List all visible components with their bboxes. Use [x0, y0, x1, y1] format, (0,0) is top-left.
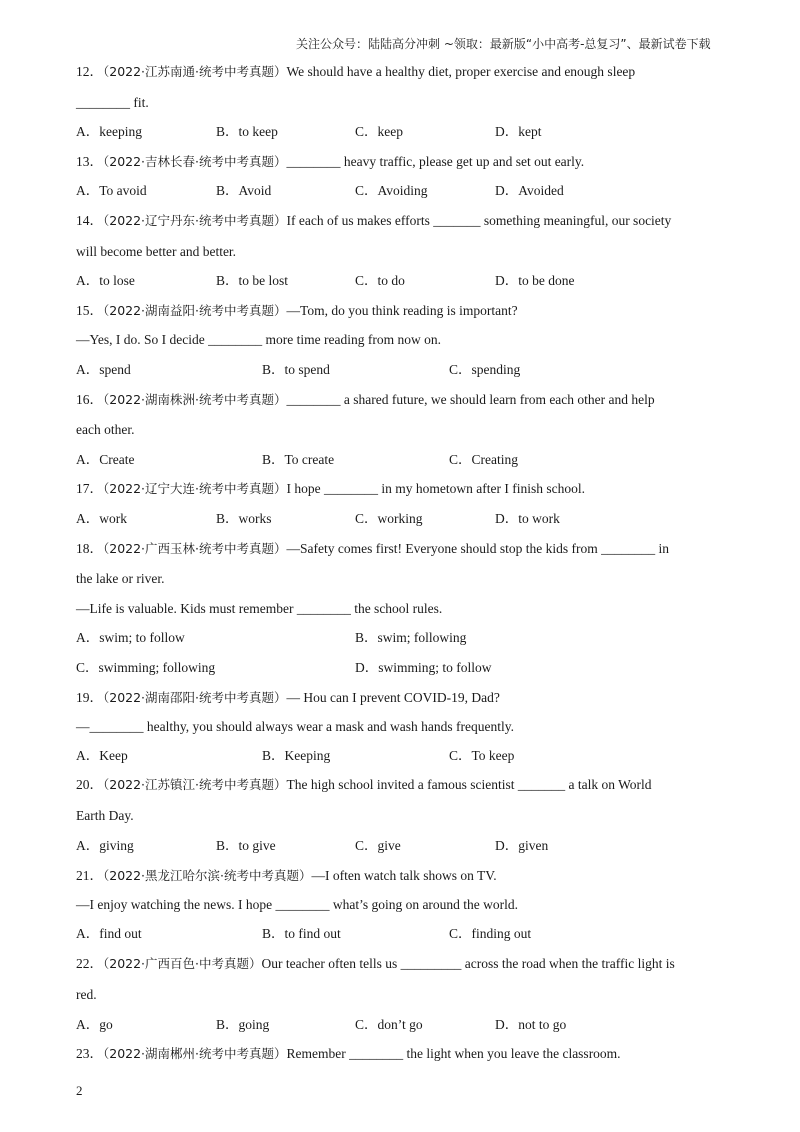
option-c[interactable]: C．swimming; following [76, 660, 216, 675]
option-b[interactable]: B．to spend [262, 362, 330, 377]
question-21-text: —I often watch talk shows on TV. [311, 868, 497, 883]
option-b[interactable]: B．going [216, 1017, 270, 1032]
option-a[interactable]: A．keeping [76, 124, 142, 139]
option-d[interactable]: D．to be done [495, 273, 575, 288]
option-d[interactable]: D．given [495, 838, 549, 853]
option-c[interactable]: C．Creating [449, 452, 518, 467]
question-16-number: 16． [76, 392, 103, 407]
question-19-stem [76, 688, 760, 708]
option-b[interactable]: B．swim; following [355, 630, 467, 645]
question-19-stem-cont: —________ healthy, you should always wear a mask and wash hands frequently. [76, 719, 515, 734]
question-19-source: （2022·湖南邵阳·统考中考真题） [103, 690, 287, 705]
question-18-reply: —Life is valuable. Kids must remember ________ the school rules. [76, 601, 443, 616]
question-21-source: （2022·黑龙江哈尔滨·统考中考真题） [103, 868, 312, 883]
question-17-text: I hope ________ in my hometown after I finish school. [286, 481, 585, 496]
question-21-number: 21． [76, 868, 103, 883]
question-18-source: （2022·广西玉林·统考中考真题） [103, 541, 287, 556]
option-c[interactable]: C．Avoiding [355, 183, 428, 198]
question-19-number: 19． [76, 690, 103, 705]
question-22-stem-cont: red. [76, 987, 97, 1002]
question-15-stem-cont: —Yes, I do. So I decide ________ more time reading from now on. [76, 332, 441, 347]
question-16-stem-cont: each other. [76, 422, 135, 437]
option-b[interactable]: B．to keep [216, 124, 278, 139]
question-17-number: 17． [76, 481, 103, 496]
question-13-source: （2022·吉林长春·统考中考真题） [103, 154, 287, 169]
option-c[interactable]: C．working [355, 511, 423, 526]
option-b[interactable]: B．to give [216, 838, 276, 853]
question-20-source: （2022·江苏镇江·统考中考真题） [103, 777, 287, 792]
option-d[interactable]: D．Avoided [495, 183, 564, 198]
question-23-source: （2022·湖南郴州·统考中考真题） [103, 1046, 287, 1061]
option-b[interactable]: B．Avoid [216, 183, 272, 198]
option-b[interactable]: B．to find out [262, 926, 341, 941]
question-20-text: The high school invited a famous scientist _______ a talk on World [286, 777, 652, 792]
question-15-stem [76, 301, 760, 321]
question-20-stem-cont: Earth Day. [76, 808, 134, 823]
option-b[interactable]: B．Keeping [262, 748, 331, 763]
question-13-stem [76, 152, 760, 172]
option-b[interactable]: B．to be lost [216, 273, 289, 288]
question-18-stem-cont: the lake or river. [76, 571, 165, 586]
question-20-number: 20． [76, 777, 103, 792]
option-a[interactable]: A．Keep [76, 748, 128, 763]
question-16-text: ________ a shared future, we should learn from each other and help [286, 392, 655, 407]
question-17-stem [76, 479, 760, 499]
option-c[interactable]: C．give [355, 838, 401, 853]
option-d[interactable]: D．to work [495, 511, 560, 526]
question-22-text: Our teacher often tells us _________ across the road when the traffic light is [261, 956, 675, 971]
page-header: 关注公众号：陆陆高分冲刺 ~领取：最新版“小中高考-总复习”、最新试卷下载 [296, 37, 711, 51]
question-16-source: （2022·湖南株洲·统考中考真题） [103, 392, 287, 407]
option-a[interactable]: A．work [76, 511, 127, 526]
option-b[interactable]: B．works [216, 511, 272, 526]
question-22-stem [76, 954, 760, 974]
option-c[interactable]: C．keep [355, 124, 403, 139]
option-c[interactable]: C．finding out [449, 926, 532, 941]
question-18-stem [76, 539, 760, 559]
question-15-source: （2022·湖南益阳·统考中考真题） [103, 303, 287, 318]
question-13-text: ________ heavy traffic, please get up and set out early. [286, 154, 585, 169]
question-21-stem-cont: —I enjoy watching the news. I hope ________ what’s going on around the world. [76, 897, 519, 912]
question-23-stem [76, 1044, 760, 1064]
question-19-text: — Hou can I prevent COVID-19, Dad? [286, 690, 500, 705]
option-a[interactable]: A．To avoid [76, 183, 147, 198]
option-a[interactable]: A．giving [76, 838, 134, 853]
question-14-text: If each of us makes efforts _______ something meaningful, our society [286, 213, 672, 228]
question-18-text: —Safety comes first! Everyone should stop the kids from ________ in [286, 541, 669, 556]
option-a[interactable]: A．find out [76, 926, 142, 941]
option-d[interactable]: D．kept [495, 124, 542, 139]
option-a[interactable]: A．Create [76, 452, 135, 467]
question-23-number: 23． [76, 1046, 103, 1061]
question-13-number: 13． [76, 154, 103, 169]
question-12-stem [76, 62, 760, 82]
option-a[interactable]: A．swim; to follow [76, 630, 185, 645]
question-18-number: 18． [76, 541, 103, 556]
option-b[interactable]: B．To create [262, 452, 335, 467]
question-22-number: 22． [76, 956, 103, 971]
question-20-stem [76, 775, 760, 795]
option-c[interactable]: C．spending [449, 362, 521, 377]
question-16-stem [76, 390, 760, 410]
question-12-text: We should have a healthy diet, proper exercise and enough sleep [286, 64, 636, 79]
option-c[interactable]: C．don’t go [355, 1017, 423, 1032]
question-12-source: （2022·江苏南通·统考中考真题） [103, 64, 287, 79]
option-a[interactable]: A．spend [76, 362, 131, 377]
question-12-number: 12． [76, 64, 103, 79]
question-12-stem-cont: ________ fit. [76, 95, 149, 110]
question-14-stem-cont: will become better and better. [76, 244, 237, 259]
question-15-text: —Tom, do you think reading is important? [286, 303, 518, 318]
question-14-stem [76, 211, 760, 231]
question-14-source: （2022·辽宁丹东·统考中考真题） [103, 213, 287, 228]
question-14-number: 14． [76, 213, 103, 228]
option-a[interactable]: A．go [76, 1017, 113, 1032]
option-d[interactable]: D．swimming; to follow [355, 660, 492, 675]
question-21-stem [76, 866, 760, 886]
question-23-text: Remember ________ the light when you leave the classroom. [286, 1046, 621, 1061]
question-17-source: （2022·辽宁大连·统考中考真题） [103, 481, 287, 496]
option-d[interactable]: D．not to go [495, 1017, 567, 1032]
page-number: 2 [76, 1083, 83, 1098]
option-c[interactable]: C．To keep [449, 748, 515, 763]
question-15-number: 15． [76, 303, 103, 318]
question-22-source: （2022·广西百色·中考真题） [103, 956, 262, 971]
option-a[interactable]: A．to lose [76, 273, 135, 288]
option-c[interactable]: C．to do [355, 273, 405, 288]
